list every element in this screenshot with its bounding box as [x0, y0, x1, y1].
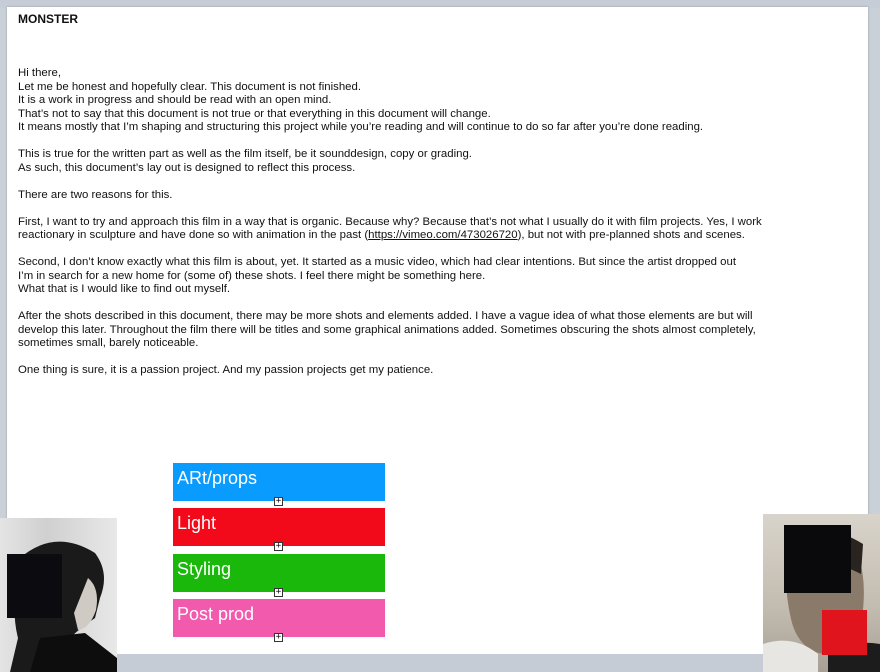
- paragraph-reasons: [18, 189, 788, 203]
- category-label: Post prod: [177, 604, 255, 624]
- document-title: MONSTER: [18, 12, 78, 26]
- category-art-props[interactable]: [173, 463, 385, 506]
- text-line: It means mostly that I’m shaping and structuring this project while you’re reading and will continue to do so far after you’re done reading.: [18, 121, 704, 133]
- plus-box-icon[interactable]: +: [275, 496, 282, 506]
- text-line: What that is I would like to find out myself.: [18, 283, 231, 295]
- vimeo-link[interactable]: https://vimeo.com/473026720: [368, 229, 518, 241]
- text-line: It is a work in progress and should be read with an open mind.: [18, 94, 332, 106]
- text-line: After the shots described in this document, there may be more shots and elements added. I have a vague idea of what those elements are but will develop this later. Throughout the film there will be titles and some graphical animations added. Sometimes obscuring the shots almost completely, sometimes small, barely noticeable.: [18, 310, 756, 349]
- page-bottom-edge: [0, 654, 880, 672]
- paragraph-additions: [18, 310, 788, 351]
- paragraph-intro: [18, 67, 788, 135]
- category-post-prod[interactable]: [173, 599, 385, 642]
- category-label: Styling: [177, 559, 232, 579]
- category-light[interactable]: [173, 508, 385, 551]
- document-body: [18, 67, 788, 391]
- text-segment: First, I want to try and approach this film in a way that is organic. Because why? Because that’s not what I usually do it with film projects. Yes, I work reactionary in sculpture and have done so with animation in the past (: [18, 215, 762, 241]
- text-line: Let me be honest and hopefully clear. This document is not finished.: [18, 80, 361, 93]
- text-line: There are two reasons for this.: [18, 188, 173, 201]
- plus-box-icon[interactable]: +: [275, 541, 282, 551]
- text-line: As such, this document’s lay out is designed to reflect this process.: [18, 161, 356, 174]
- paragraph-second-reason: [18, 256, 788, 297]
- plus-box-icon[interactable]: +: [275, 632, 282, 642]
- category-label: Light: [177, 513, 217, 533]
- text-line: This is true for the written part as well as the film itself, be it sounddesign, copy or grading.: [18, 148, 472, 160]
- paragraph-passion: [18, 364, 788, 378]
- text-line: That’s not to say that this document is not true or that everything in this document will change.: [18, 107, 491, 120]
- text-line: Second, I don’t know exactly what this film is about, yet. It started as a music video, which had clear intentions. But since the artist dropped out: [18, 256, 736, 268]
- category-label: ARt/props: [177, 468, 258, 488]
- portrait-left-image: [0, 518, 117, 672]
- portrait-right-image: [763, 514, 880, 672]
- text-segment: ), but not with pre-planned shots and scenes.: [517, 229, 745, 241]
- document-page: [7, 7, 868, 654]
- portrait-right-svg: [763, 514, 880, 672]
- category-styling[interactable]: [173, 554, 385, 597]
- portrait-left-svg: [0, 518, 117, 672]
- text-line: Hi there,: [18, 67, 62, 79]
- text-line: I’m in search for a new home for (some of) these shots. I feel there might be something here.: [18, 269, 486, 282]
- paragraph-process: [18, 148, 788, 175]
- text-line: One thing is sure, it is a passion project. And my passion projects get my patience.: [18, 364, 434, 376]
- plus-box-icon[interactable]: +: [275, 587, 282, 597]
- paragraph-first-reason: [18, 216, 788, 243]
